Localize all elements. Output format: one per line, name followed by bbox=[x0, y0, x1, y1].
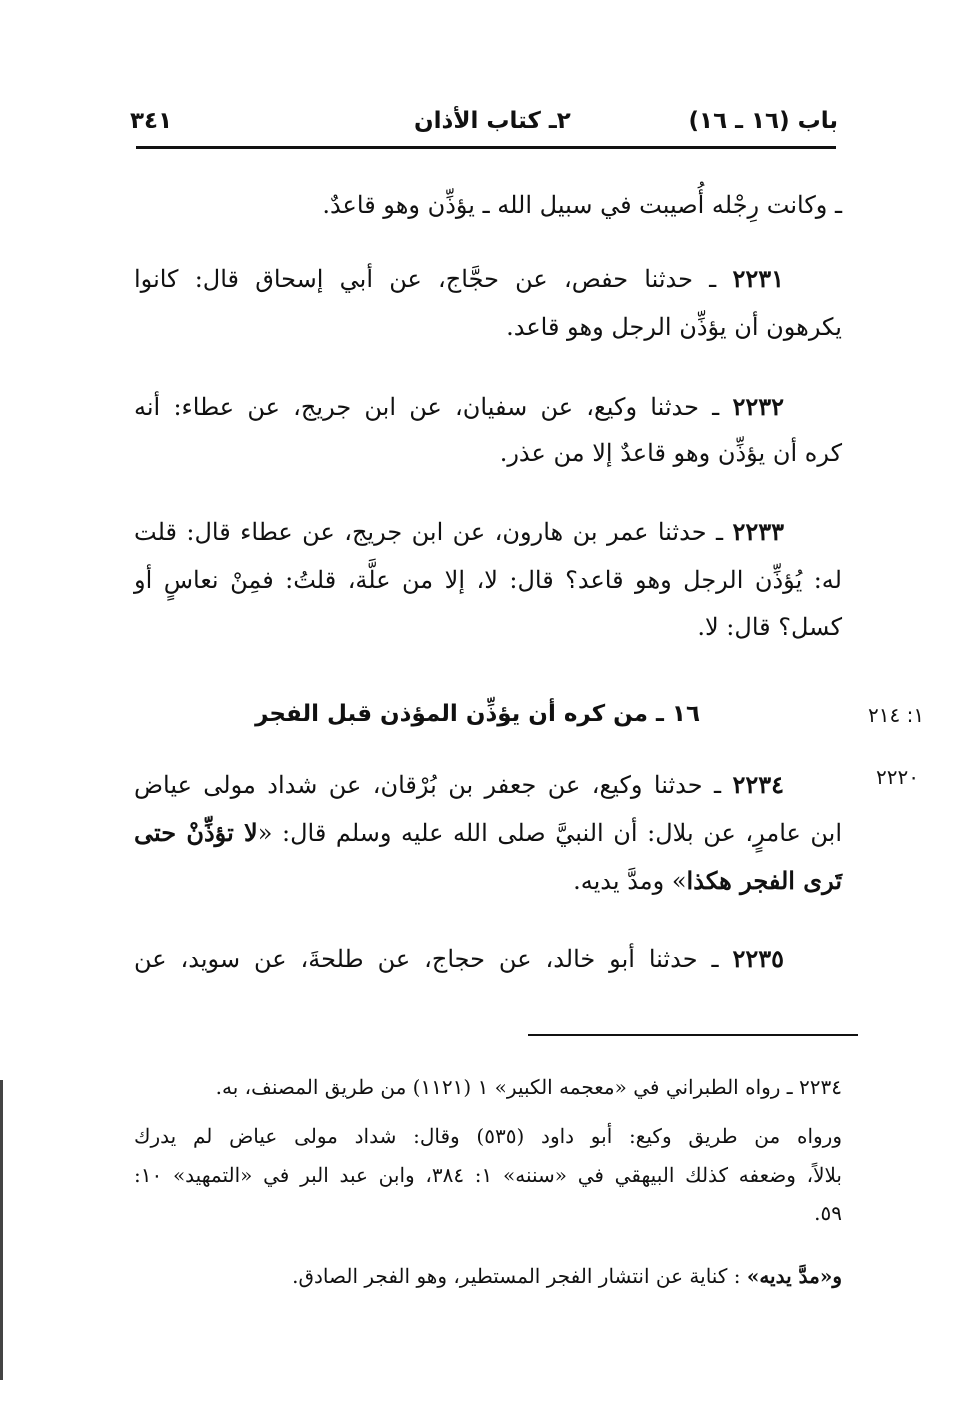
hadith-2233-text-1: ـ حدثنا عمر بن هارون، عن ابن جريج، عن عطاء قال: قلت bbox=[134, 518, 723, 546]
hadith-2235-line-1 bbox=[134, 944, 842, 974]
running-header-book: ٢ـ كتاب الأذان bbox=[414, 108, 571, 134]
hadith-2231-number: ٢٢٣١ bbox=[732, 264, 785, 293]
scan-edge-shadow bbox=[0, 1080, 3, 1380]
hadith-2234-text-1: ـ حدثنا وكيع، عن جعفر بن بُرْقان، عن شداد مولى عياض bbox=[134, 771, 722, 799]
hadith-2233-line-2: له: يُؤذِّن الرجل وهو قاعد؟ قال: لا، إلا من علَّة، قلتُ: فمِنْ نعاسٍ أو bbox=[134, 566, 842, 594]
footnote-3 bbox=[292, 1262, 842, 1290]
footnote-2-line-1: ورواه من طريق وكيع: أبو داود (٥٣٥) وقال: شداد مولى عياض لم يدرك bbox=[134, 1124, 842, 1148]
page-number: ٣٤١ bbox=[130, 108, 173, 134]
hadith-2234-text-3b: » ومدَّ يديه. bbox=[573, 867, 687, 895]
prophetic-quote-part-1: لا تؤذِّنْ حتى bbox=[134, 818, 258, 847]
margin-reference-volume: ١: ٢١٤ bbox=[868, 703, 925, 727]
hadith-2232-line-2: كره أن يؤذِّن وهو قاعدٌ إلا من عذر. bbox=[499, 439, 842, 467]
hadith-2231-line-2: يكرهون أن يؤذِّن الرجل وهو قاعد. bbox=[506, 313, 842, 341]
margin-reference-number: ٢٢٢٠ bbox=[876, 765, 919, 789]
prophetic-quote-part-2: تَرى الفجر هكذا bbox=[686, 866, 842, 895]
hadith-2235-number: ٢٢٣٥ bbox=[732, 944, 784, 973]
hadith-2233-line-1 bbox=[134, 517, 842, 547]
footnote-3-text: : كناية عن انتشار الفجر المستطير، وهو الفجر الصادق. bbox=[292, 1264, 741, 1288]
hadith-2231-line-1 bbox=[134, 264, 842, 294]
footnote-3-term: و«مدَّ يديه» bbox=[746, 1264, 842, 1288]
footnote-2-line-3: ٥٩. bbox=[814, 1201, 842, 1225]
hadith-2234-number: ٢٢٣٤ bbox=[732, 770, 784, 799]
continuation-line: ـ وكانت رِجْله أُصيبت في سبيل الله ـ يؤذِّن وهو قاعدٌ. bbox=[322, 191, 842, 219]
footnote-2-line-2: بلالاً، وضعفه كذلك البيهقي في «سننه» ١: ٣٨٤، وابن عبد البر في «التمهيد» ١٠: bbox=[134, 1163, 842, 1187]
hadith-2234-line-3 bbox=[573, 866, 842, 896]
hadith-2234-text-2a: ابن عامرٍ، عن بلال: أن النبيَّ صلى الله عليه وسلم قال: « bbox=[257, 819, 843, 847]
hadith-2231-text-1: ـ حدثنا حفص، عن حجَّاج، عن أبي إسحاق قال: كانوا bbox=[134, 265, 717, 293]
hadith-2232-text-1: ـ حدثنا وكيع، عن سفيان، عن ابن جريج، عن عطاء: أنه bbox=[134, 393, 720, 421]
hadith-2233-line-3: كسل؟ قال: لا. bbox=[697, 613, 842, 641]
hadith-2232-number: ٢٢٣٢ bbox=[732, 392, 784, 421]
hadith-2232-line-1 bbox=[134, 392, 842, 422]
hadith-2234-line-1 bbox=[134, 770, 842, 800]
header-rule bbox=[136, 146, 836, 149]
running-header-chapter: باب (١٦ ـ ١٦) bbox=[688, 108, 838, 134]
section-heading: ١٦ ـ من كره أن يؤذِّن المؤذن قبل الفجر bbox=[255, 701, 700, 727]
hadith-2234-line-2 bbox=[134, 818, 842, 848]
footnote-rule bbox=[528, 1034, 858, 1036]
hadith-2235-text-1: ـ حدثنا أبو خالد، عن حجاج، عن طلحةَ، عن سويد، عن bbox=[134, 945, 719, 973]
hadith-2233-number: ٢٢٣٣ bbox=[732, 517, 784, 546]
footnote-1: ٢٢٣٤ ـ رواه الطبراني في «معجمه الكبير» ١ (١١٢١) من طريق المصنف، به. bbox=[215, 1075, 842, 1099]
